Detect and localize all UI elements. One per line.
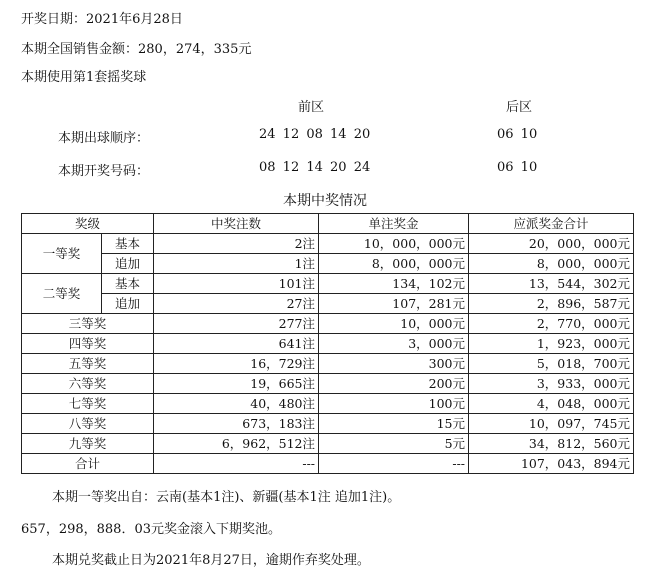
unit-prize: 5元	[319, 434, 469, 454]
prize-table	[21, 213, 634, 474]
table-row	[22, 374, 634, 394]
winner-count: 16，729注	[154, 354, 319, 374]
prize-level: 五等奖	[22, 354, 154, 374]
winner-count: 673，183注	[154, 414, 319, 434]
unit-prize: 200元	[319, 374, 469, 394]
summary-total: 107，043，894元	[469, 454, 634, 474]
total-prize: 2，896，587元	[469, 294, 634, 314]
draw-numbers-front: 08 12 14 20 24	[259, 160, 371, 175]
prize-sub-level: 基本	[102, 274, 154, 294]
sales-amount: 本期全国销售金额：280，274，335元	[21, 42, 252, 57]
total-prize: 34，812，560元	[469, 434, 634, 454]
table-row	[22, 254, 634, 274]
winner-count: 1注	[154, 254, 319, 274]
total-prize: 3，933，000元	[469, 374, 634, 394]
table-row	[22, 274, 634, 294]
col-header-count: 中奖注数	[154, 214, 319, 234]
prize-level: 六等奖	[22, 374, 154, 394]
jackpot-rollover: 657，298，888．03元奖金滚入下期奖池。	[21, 522, 281, 537]
unit-prize: 107，281元	[319, 294, 469, 314]
unit-prize: 3，000元	[319, 334, 469, 354]
total-prize: 1，923，000元	[469, 334, 634, 354]
draw-order-label: 本期出球顺序：	[58, 131, 150, 146]
col-header-total: 应派奖金合计	[469, 214, 634, 234]
summary-prize: ---	[319, 454, 469, 474]
draw-numbers-back: 06 10	[497, 160, 538, 175]
unit-prize: 10，000，000元	[319, 234, 469, 254]
winner-count: 27注	[154, 294, 319, 314]
prize-level: 九等奖	[22, 434, 154, 454]
winner-count: 6，962，512注	[154, 434, 319, 454]
col-header-level: 奖级	[22, 214, 154, 234]
draw-order-back: 06 10	[497, 127, 538, 142]
back-zone-header: 后区	[506, 100, 533, 115]
table-summary-row	[22, 454, 634, 474]
total-prize: 10，097，745元	[469, 414, 634, 434]
unit-prize: 134，102元	[319, 274, 469, 294]
prize-level: 八等奖	[22, 414, 154, 434]
table-row	[22, 334, 634, 354]
unit-prize: 300元	[319, 354, 469, 374]
table-title: 本期中奖情况	[283, 193, 367, 209]
total-prize: 2，770，000元	[469, 314, 634, 334]
winner-count: 277注	[154, 314, 319, 334]
winner-count: 101注	[154, 274, 319, 294]
first-prize-winners: 本期一等奖出自：云南(基本1注)、新疆(基本1注 追加1注)。	[52, 490, 401, 505]
prize-sub-level: 基本	[102, 234, 154, 254]
draw-numbers-label: 本期开奖号码：	[58, 164, 150, 179]
winner-count: 19，665注	[154, 374, 319, 394]
prize-sub-level: 追加	[102, 254, 154, 274]
unit-prize: 10，000元	[319, 314, 469, 334]
winner-count: 40，480注	[154, 394, 319, 414]
draw-date: 开奖日期：2021年6月28日	[21, 12, 183, 27]
unit-prize: 15元	[319, 414, 469, 434]
winner-count: 2注	[154, 234, 319, 254]
winner-count: 641注	[154, 334, 319, 354]
draw-order-front: 24 12 08 14 20	[259, 127, 371, 142]
prize-level: 二等奖	[22, 274, 102, 314]
prize-level: 四等奖	[22, 334, 154, 354]
prize-level: 三等奖	[22, 314, 154, 334]
table-row	[22, 414, 634, 434]
total-prize: 13，544，302元	[469, 274, 634, 294]
col-header-prize: 单注奖金	[319, 214, 469, 234]
ball-set: 本期使用第1套摇奖球	[21, 70, 147, 85]
total-prize: 5，018，700元	[469, 354, 634, 374]
prize-level: 七等奖	[22, 394, 154, 414]
table-row	[22, 314, 634, 334]
table-row	[22, 394, 634, 414]
summary-label: 合计	[22, 454, 154, 474]
front-zone-header: 前区	[298, 100, 325, 115]
table-row	[22, 234, 634, 254]
total-prize: 4，048，000元	[469, 394, 634, 414]
total-prize: 8，000，000元	[469, 254, 634, 274]
summary-count: ---	[154, 454, 319, 474]
prize-sub-level: 追加	[102, 294, 154, 314]
table-row	[22, 434, 634, 454]
total-prize: 20，000，000元	[469, 234, 634, 254]
unit-prize: 100元	[319, 394, 469, 414]
table-row	[22, 354, 634, 374]
unit-prize: 8，000，000元	[319, 254, 469, 274]
prize-level: 一等奖	[22, 234, 102, 274]
claim-deadline: 本期兑奖截止日为2021年8月27日，逾期作弃奖处理。	[52, 553, 370, 568]
table-row	[22, 294, 634, 314]
table-header-row	[22, 214, 634, 234]
